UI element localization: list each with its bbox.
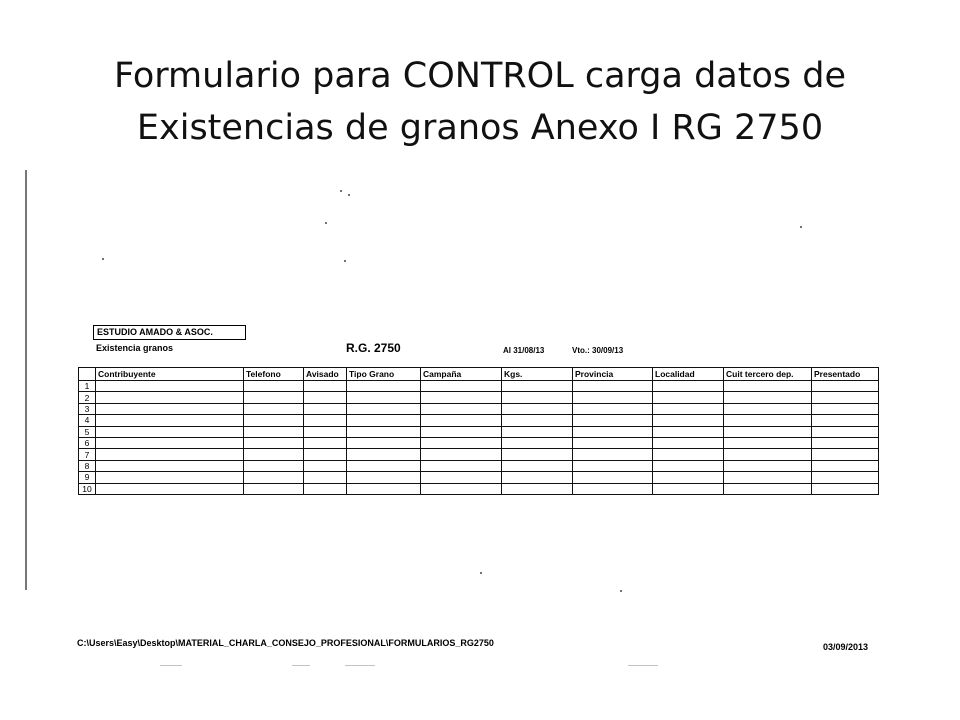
empty-cell <box>653 483 724 494</box>
empty-cell <box>724 426 812 437</box>
print-date: 03/09/2013 <box>823 642 869 652</box>
empty-cell <box>347 392 421 403</box>
empty-cell <box>96 460 244 471</box>
table-row <box>79 426 879 437</box>
table-row <box>79 472 879 483</box>
empty-cell <box>573 392 653 403</box>
empty-cell <box>96 415 244 426</box>
column-header: Campaña <box>421 368 502 381</box>
empty-cell <box>421 381 502 392</box>
column-header: Avisado <box>304 368 347 381</box>
empty-cell <box>724 449 812 460</box>
empty-cell <box>421 483 502 494</box>
empty-cell <box>653 472 724 483</box>
empty-cell <box>304 483 347 494</box>
empty-cell <box>304 415 347 426</box>
empty-cell <box>812 483 879 494</box>
empty-cell <box>96 483 244 494</box>
empty-cell <box>347 449 421 460</box>
row-number: 1 <box>79 381 96 392</box>
title-line-2: Existencias de granos Anexo I RG 2750 <box>136 108 824 148</box>
empty-cell <box>244 449 304 460</box>
empty-cell <box>347 460 421 471</box>
empty-cell <box>96 472 244 483</box>
empty-cell <box>573 437 653 448</box>
empty-cell <box>724 392 812 403</box>
empty-cell <box>653 460 724 471</box>
empty-cell <box>347 403 421 414</box>
scan-speck <box>340 190 342 192</box>
empty-cell <box>421 415 502 426</box>
empty-cell <box>304 392 347 403</box>
office-name-box: ESTUDIO AMADO & ASOC. <box>93 325 246 340</box>
column-header: Presentado <box>812 368 879 381</box>
column-header: Provincia <box>573 368 653 381</box>
file-path: C:\Users\Easy\Desktop\MATERIAL_CHARLA_CONSEJO_PROFESIONAL\FORMULARIOS_RG2750 <box>77 638 494 648</box>
empty-cell <box>244 437 304 448</box>
empty-cell <box>502 460 573 471</box>
empty-cell <box>724 460 812 471</box>
empty-cell <box>653 415 724 426</box>
empty-cell <box>812 460 879 471</box>
empty-cell <box>573 403 653 414</box>
empty-cell <box>244 483 304 494</box>
empty-cell <box>812 415 879 426</box>
scan-edge-line <box>25 170 27 590</box>
table-row <box>79 403 879 414</box>
empty-cell <box>724 415 812 426</box>
empty-cell <box>724 483 812 494</box>
scan-speck <box>348 194 350 196</box>
table-row <box>79 449 879 460</box>
empty-cell <box>96 426 244 437</box>
empty-cell <box>347 472 421 483</box>
empty-cell <box>812 381 879 392</box>
empty-cell <box>724 403 812 414</box>
empty-cell <box>573 483 653 494</box>
table-row <box>79 460 879 471</box>
empty-cell <box>421 403 502 414</box>
empty-cell <box>347 381 421 392</box>
empty-cell <box>347 415 421 426</box>
empty-cell <box>502 392 573 403</box>
empty-cell <box>653 437 724 448</box>
empty-cell <box>347 437 421 448</box>
empty-cell <box>244 472 304 483</box>
title-line-1: Formulario para CONTROL carga datos de <box>113 56 846 96</box>
empty-cell <box>96 449 244 460</box>
empty-cell <box>421 472 502 483</box>
empty-cell <box>653 403 724 414</box>
table-row <box>79 437 879 448</box>
table-row <box>79 381 879 392</box>
empty-cell <box>573 415 653 426</box>
empty-cell <box>304 472 347 483</box>
empty-cell <box>502 472 573 483</box>
column-header: Kgs. <box>502 368 573 381</box>
empty-cell <box>304 449 347 460</box>
empty-cell <box>812 392 879 403</box>
empty-cell <box>244 426 304 437</box>
scan-speck <box>325 222 327 224</box>
empty-cell <box>244 381 304 392</box>
empty-cell <box>304 460 347 471</box>
empty-cell <box>653 426 724 437</box>
empty-cell <box>502 426 573 437</box>
empty-cell <box>724 437 812 448</box>
empty-cell <box>502 449 573 460</box>
empty-cell <box>573 460 653 471</box>
stock-table <box>78 367 879 495</box>
empty-cell <box>96 437 244 448</box>
empty-cell <box>304 426 347 437</box>
empty-cell <box>653 381 724 392</box>
empty-cell <box>304 403 347 414</box>
empty-cell <box>421 449 502 460</box>
row-number: 4 <box>79 415 96 426</box>
column-header: Cuit tercero dep. <box>724 368 812 381</box>
empty-cell <box>96 381 244 392</box>
table-row <box>79 483 879 494</box>
row-number: 10 <box>79 483 96 494</box>
empty-cell <box>724 472 812 483</box>
row-number: 3 <box>79 403 96 414</box>
row-number: 8 <box>79 460 96 471</box>
empty-cell <box>573 472 653 483</box>
empty-cell <box>653 449 724 460</box>
table-row <box>79 415 879 426</box>
row-number: 2 <box>79 392 96 403</box>
empty-cell <box>502 381 573 392</box>
empty-cell <box>812 426 879 437</box>
empty-cell <box>347 426 421 437</box>
empty-cell <box>502 483 573 494</box>
empty-cell <box>421 392 502 403</box>
row-number: 5 <box>79 426 96 437</box>
empty-cell <box>347 483 421 494</box>
scan-speck <box>344 260 346 262</box>
empty-cell <box>573 426 653 437</box>
scan-speck <box>102 258 104 260</box>
empty-cell <box>421 460 502 471</box>
scan-smudge <box>160 665 182 666</box>
scan-smudge <box>345 665 375 666</box>
empty-cell <box>244 403 304 414</box>
row-number: 7 <box>79 449 96 460</box>
column-header: Localidad <box>653 368 724 381</box>
due-date: Vto.: 30/09/13 <box>572 346 624 355</box>
empty-cell <box>573 449 653 460</box>
scanned-form <box>0 170 960 690</box>
as-of-date: Al 31/08/13 <box>503 346 545 355</box>
row-number-header <box>79 368 96 381</box>
empty-cell <box>421 426 502 437</box>
empty-cell <box>812 437 879 448</box>
empty-cell <box>724 381 812 392</box>
empty-cell <box>502 403 573 414</box>
scan-speck <box>800 226 802 228</box>
table-header-row <box>79 368 879 381</box>
empty-cell <box>502 415 573 426</box>
empty-cell <box>573 381 653 392</box>
empty-cell <box>96 392 244 403</box>
row-number: 6 <box>79 437 96 448</box>
empty-cell <box>812 403 879 414</box>
column-header: Telefono <box>244 368 304 381</box>
column-header: Tipo Grano <box>347 368 421 381</box>
empty-cell <box>244 460 304 471</box>
column-header: Contribuyente <box>96 368 244 381</box>
empty-cell <box>96 403 244 414</box>
empty-cell <box>812 449 879 460</box>
scan-speck <box>620 590 622 592</box>
empty-cell <box>304 437 347 448</box>
scan-smudge <box>292 665 310 666</box>
slide-title <box>0 50 960 154</box>
empty-cell <box>244 415 304 426</box>
empty-cell <box>812 472 879 483</box>
empty-cell <box>244 392 304 403</box>
row-number: 9 <box>79 472 96 483</box>
empty-cell <box>653 392 724 403</box>
empty-cell <box>502 437 573 448</box>
scan-smudge <box>628 665 658 666</box>
scan-speck <box>480 572 482 574</box>
empty-cell <box>304 381 347 392</box>
regulation-label: R.G. 2750 <box>346 341 401 355</box>
table-row <box>79 392 879 403</box>
form-subtitle: Existencia granos <box>96 343 174 353</box>
empty-cell <box>421 437 502 448</box>
